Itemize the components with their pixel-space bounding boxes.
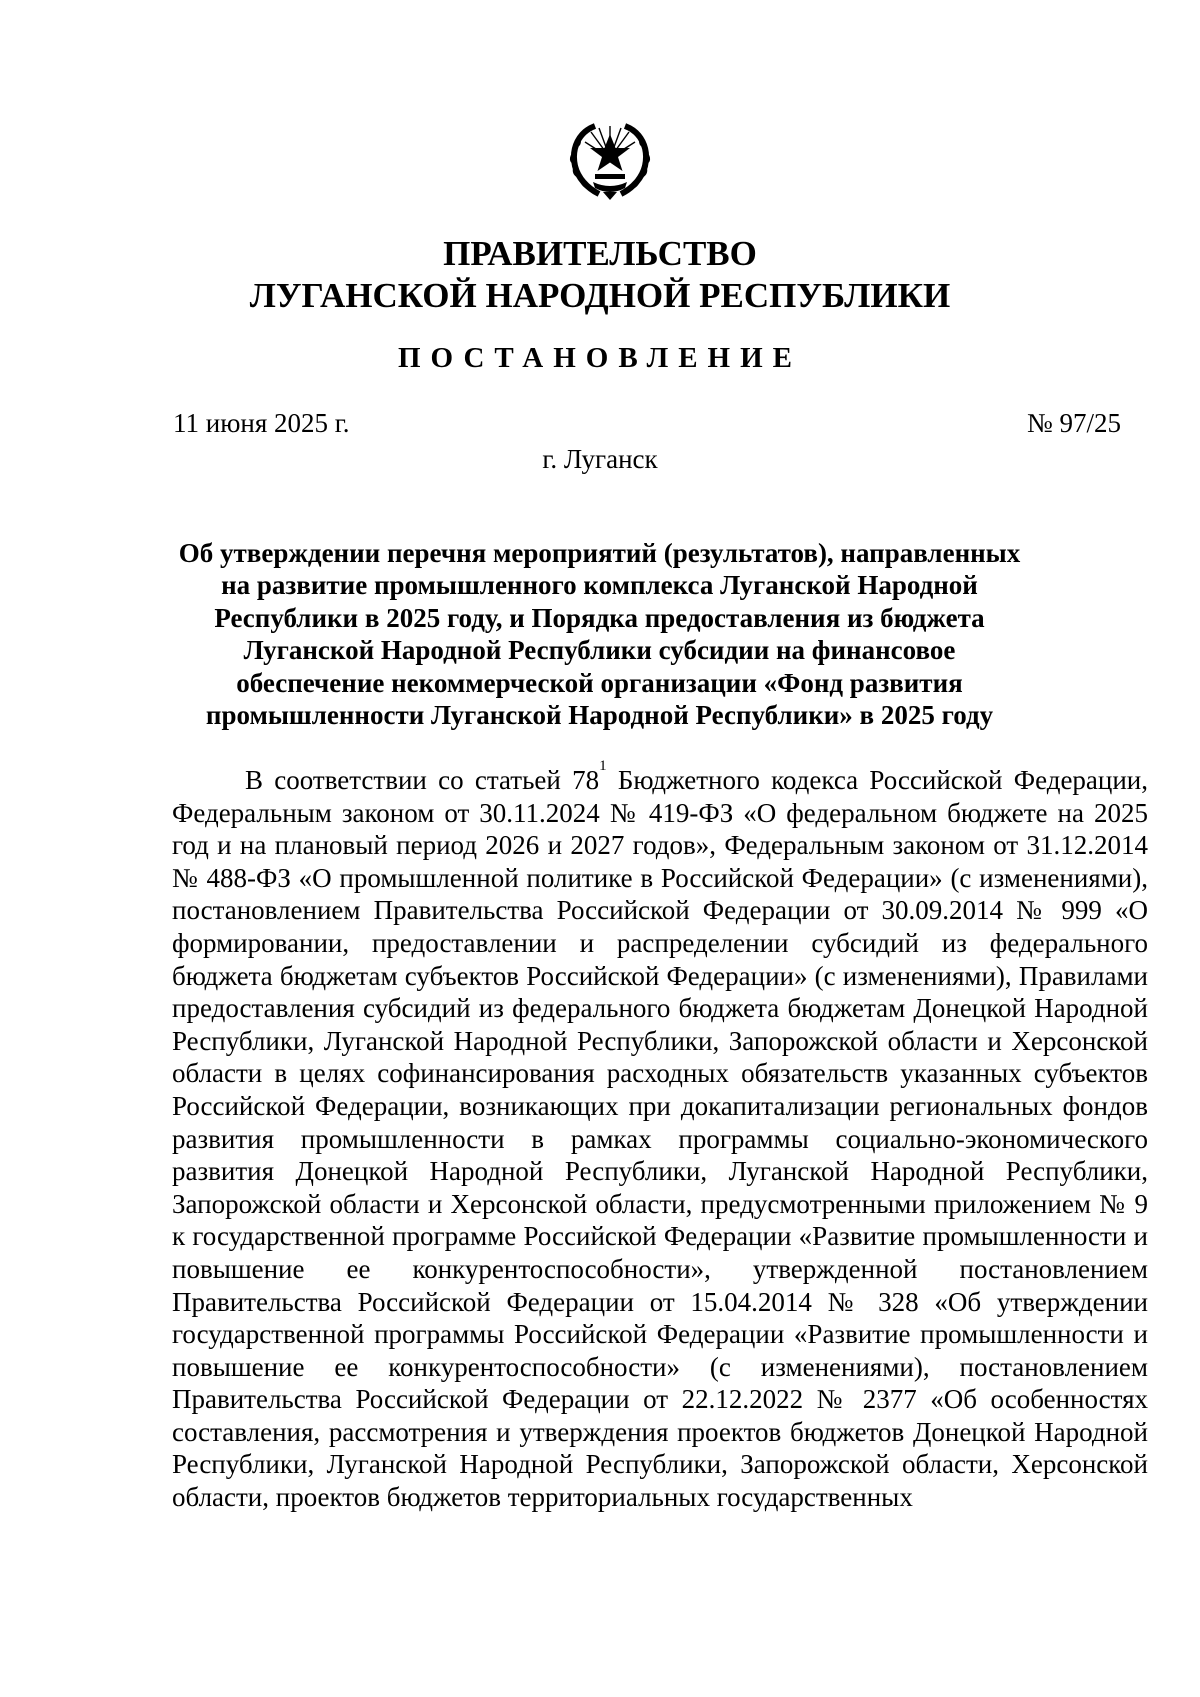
document-city: г. Луганск — [542, 444, 658, 474]
document-type: ПОСТАНОВЛЕНИЕ — [397, 342, 802, 374]
body-text: Бюджетного кодекса Российской Федерации, Федеральным законом от 30.11.2024 № 419-ФЗ «О федеральном бюджете на 2025 год и на плановый период 2026 и 2027 годов», Федеральным законом от 31.12.2014 № 488-ФЗ «О промышленной политике в Российской Федерации» (с изменениями), постановлением Правительства Российской Федерации от 30.09.2014 № 999 «О формировании, предоставлении и распределении субсидий из федерального бюджета бюджетам субъектов Российской Федерации» (с изменениями), Правилами предоставления субсидий из федерального бюджета бюджетам Донецкой Народной Республики, Луганской Народной Республики, Запорожской области и Херсонской области в целях софинансирования расходных обязательств указанных субъектов Российской Федерации, возникающих при докапитализации региональных фондов развития промышленности в рамках программы социально-экономического развития Донецкой Народной Республики, Луганской Народной Республики, Запорожской области и Херсонской области, предусмотренными приложением № 9 к государственной программе Российской Федерации «Развитие промышленности и повышение ее конкурентоспособности», утвержденной постановлением Правительства Российской Федерации от 15.04.2014 № 328 «Об утверждении государственной программы Российской Федерации «Развитие промышленности и повышение ее конкурентоспособности» (с изменениями), постановлением Правительства Российской Федерации от 22.12.2022 № 2377 «Об особенностях составления, рассмотрения и утверждения проектов бюджетов Донецкой Народной Республики, Луганской Народной Республики, Запорожской области, Херсонской области, проектов бюджетов территориальных государственных — [172, 765, 1149, 1513]
document-number: № 97/25 — [1026, 408, 1121, 438]
body-lead: В соответствии со статьей 78 — [245, 765, 600, 795]
body-superscript: 1 — [599, 758, 607, 774]
document-body — [172, 758, 1149, 1514]
government-title-line2: ЛУГАНСКОЙ НАРОДНОЙ РЕСПУБЛИКИ — [249, 276, 951, 315]
coat-of-arms-emblem — [565, 118, 655, 202]
document-subject: Об утверждении перечня мероприятий (результатов), направленных на развитие промышленного комплекса Луганской Народной Республики в 2025 году, и Порядка предоставления из бюджета Луганской Народной Республики субсидии на финансовое обеспечение некоммерческой организации «Фонд развития промышленности Луганской Народной Республики» в 2025 году — [178, 538, 1021, 731]
government-title-line1: ПРАВИТЕЛЬСТВО — [443, 234, 757, 273]
document-date: 11 июня 2025 г. — [173, 408, 350, 438]
